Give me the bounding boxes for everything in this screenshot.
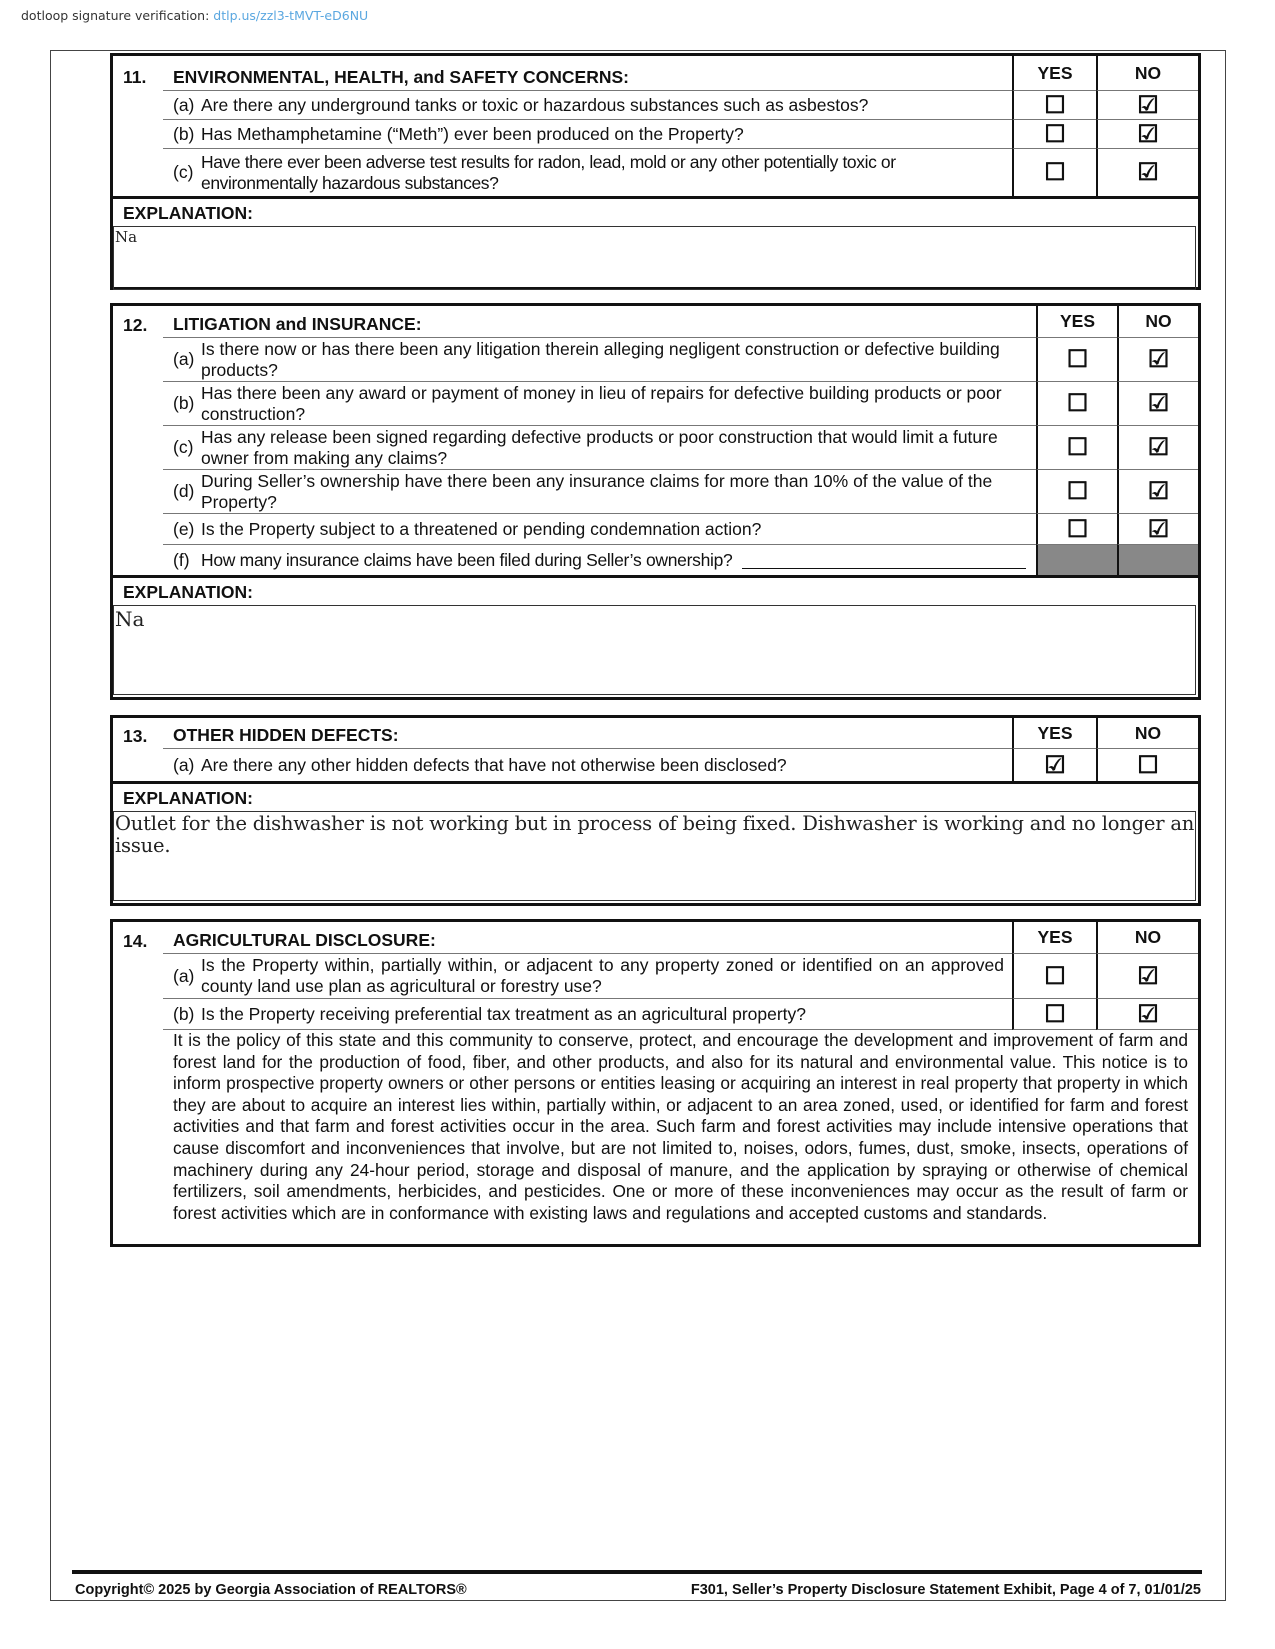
question-row bbox=[113, 999, 1198, 1030]
yes-checkbox[interactable]: ☐ bbox=[1012, 999, 1096, 1030]
no-checkbox[interactable]: ☑ bbox=[1117, 426, 1198, 470]
no-header: NO bbox=[1096, 922, 1198, 954]
question-text: Have there ever been adverse test results for radon, lead, mold or any other potentially toxic or environmentally hazardous substances? bbox=[201, 151, 896, 193]
section-14 bbox=[110, 919, 1201, 1247]
explanation-field[interactable]: Na bbox=[113, 226, 1196, 290]
question-row bbox=[113, 514, 1198, 545]
yes-checkbox[interactable]: ☐ bbox=[1036, 470, 1117, 514]
question-text: Are there any underground tanks or toxic or hazardous substances such as asbestos? bbox=[201, 94, 869, 115]
question-row bbox=[113, 91, 1198, 120]
no-checkbox[interactable]: ☑ bbox=[1117, 338, 1198, 382]
yes-checkbox[interactable]: ☑ bbox=[1012, 749, 1096, 781]
explanation-field[interactable]: Outlet for the dishwasher is not working but in process of being fixed. Dishwasher is working and no longer an issue. bbox=[113, 811, 1196, 901]
item-letter: (f) bbox=[173, 549, 190, 570]
question-text: Has any release been signed regarding defective products or poor construction that would limit a future owner from making any claims? bbox=[201, 426, 998, 468]
item-letter: (b) bbox=[173, 393, 195, 413]
item-letter: (a) bbox=[173, 754, 195, 775]
item-letter: (e) bbox=[173, 518, 195, 539]
section-number: 13. bbox=[123, 726, 148, 746]
explanation-label: EXPLANATION: bbox=[113, 575, 1198, 605]
item-letter: (a) bbox=[173, 349, 195, 369]
yes-header: YES bbox=[1012, 718, 1096, 749]
question-text: How many insurance claims have been filed during Seller’s ownership? bbox=[201, 549, 733, 570]
item-letter: (c) bbox=[173, 437, 194, 457]
section-title: OTHER HIDDEN DEFECTS: bbox=[163, 718, 1012, 749]
yes-checkbox[interactable]: ☐ bbox=[1036, 514, 1117, 545]
explanation-label: EXPLANATION: bbox=[113, 781, 1198, 811]
agricultural-notice: It is the policy of this state and this community to conserve, protect, and encourage the development and improvement of farm and forest land for the production of food, fiber, and other products, and also for its natural and environmental value. This notice is to inform prospective property owners or other persons or entities leasing or acquiring an interest in real property that property in which they are about to acquire an interest lies within, partially within, or adjacent to an area zoned, used, or identified for farm and forest activities and that farm and forest activities occur in the area. Such farm and forest activities may include intensive operations that cause discomfort and inconveniences that involve, but are not limited to, noises, odors, fumes, dust, smoke, insects, operations of machinery during any 24-hour period, storage and disposal of manure, and the application by spraying or otherwise of chemical fertilizers, soil amendments, herbicides, and pesticides. One or more of these inconveniences may occur as the result of farm or forest activities which are in conformance with existing laws and regulations and accepted customs and standards. bbox=[173, 1030, 1188, 1223]
footer-copyright: Copyright© 2025 by Georgia Association of REALTORS® bbox=[75, 1582, 467, 1598]
item-letter: (b) bbox=[173, 123, 195, 144]
question-row bbox=[113, 545, 1198, 575]
no-checkbox[interactable]: ☑ bbox=[1117, 470, 1198, 514]
no-checkbox[interactable]: ☑ bbox=[1117, 382, 1198, 426]
item-letter: (a) bbox=[173, 965, 195, 986]
section-number: 11. bbox=[123, 67, 147, 87]
question-row bbox=[113, 954, 1198, 999]
section-title: LITIGATION and INSURANCE: bbox=[163, 306, 1036, 338]
no-checkbox[interactable]: ☑ bbox=[1096, 999, 1198, 1030]
item-letter: (d) bbox=[173, 481, 195, 501]
yes-checkbox[interactable]: ☐ bbox=[1012, 954, 1096, 999]
footer-divider bbox=[72, 1570, 1202, 1574]
section-number: 14. bbox=[123, 931, 148, 951]
question-row bbox=[113, 120, 1198, 149]
section-13 bbox=[110, 715, 1201, 906]
question-row bbox=[113, 149, 1198, 196]
question-text: Is the Property receiving preferential tax treatment as an agricultural property? bbox=[201, 1003, 807, 1024]
shaded-cell bbox=[1036, 545, 1117, 575]
question-row bbox=[113, 382, 1198, 426]
yes-header: YES bbox=[1012, 56, 1096, 91]
section-11 bbox=[110, 53, 1201, 290]
section-number: 12. bbox=[123, 315, 148, 335]
question-text: Has Methamphetamine (“Meth”) ever been produced on the Property? bbox=[201, 123, 744, 144]
question-row bbox=[113, 426, 1198, 470]
claims-count-field[interactable] bbox=[742, 551, 1026, 569]
question-text: During Seller’s ownership have there been any insurance claims for more than 10% of the value of the Property? bbox=[201, 470, 993, 512]
question-text: Has there been any award or payment of money in lieu of repairs for defective building products or poor construction? bbox=[201, 382, 1002, 424]
no-checkbox[interactable]: ☑ bbox=[1096, 954, 1198, 999]
no-checkbox[interactable]: ☐ bbox=[1096, 749, 1198, 781]
yes-checkbox[interactable]: ☐ bbox=[1012, 149, 1096, 196]
yes-header: YES bbox=[1036, 306, 1117, 338]
no-header: NO bbox=[1096, 56, 1198, 91]
item-letter: (a) bbox=[173, 94, 195, 115]
question-text: Is there now or has there been any litigation therein alleging negligent construction or defective building products? bbox=[201, 338, 1000, 380]
no-checkbox[interactable]: ☑ bbox=[1096, 149, 1198, 196]
item-letter: (b) bbox=[173, 1003, 195, 1024]
section-title: ENVIRONMENTAL, HEALTH, and SAFETY CONCERNS: bbox=[163, 56, 1012, 91]
question-row bbox=[113, 749, 1198, 781]
section-12 bbox=[110, 303, 1201, 700]
no-header: NO bbox=[1096, 718, 1198, 749]
yes-checkbox[interactable]: ☐ bbox=[1036, 426, 1117, 470]
footer-form-info: F301, Seller’s Property Disclosure Statement Exhibit, Page 4 of 7, 01/01/25 bbox=[690, 1582, 1201, 1598]
no-header: NO bbox=[1117, 306, 1198, 338]
verification-label: dotloop signature verification: bbox=[21, 8, 210, 23]
yes-checkbox[interactable]: ☐ bbox=[1036, 382, 1117, 426]
question-text: Is the Property within, partially within, or adjacent to any property zoned or identified on an approved county land use plan as agricultural or forestry use? bbox=[201, 955, 1004, 996]
no-checkbox[interactable]: ☑ bbox=[1117, 514, 1198, 545]
yes-header: YES bbox=[1012, 922, 1096, 954]
question-row bbox=[113, 470, 1198, 514]
no-checkbox[interactable]: ☑ bbox=[1096, 120, 1198, 149]
item-letter: (c) bbox=[173, 162, 194, 182]
yes-checkbox[interactable]: ☐ bbox=[1012, 91, 1096, 120]
question-text: Is the Property subject to a threatened or pending condemnation action? bbox=[201, 518, 762, 539]
section-title: AGRICULTURAL DISCLOSURE: bbox=[163, 922, 1012, 954]
verification-link[interactable]: dtlp.us/zzl3-tMVT-eD6NU bbox=[213, 8, 369, 23]
yes-checkbox[interactable]: ☐ bbox=[1036, 338, 1117, 382]
no-checkbox[interactable]: ☑ bbox=[1096, 91, 1198, 120]
yes-checkbox[interactable]: ☐ bbox=[1012, 120, 1096, 149]
explanation-field[interactable]: Na bbox=[113, 605, 1196, 695]
signature-verification bbox=[21, 8, 368, 23]
shaded-cell bbox=[1117, 545, 1198, 575]
question-text: Are there any other hidden defects that have not otherwise been disclosed? bbox=[201, 754, 787, 775]
explanation-label: EXPLANATION: bbox=[113, 196, 1198, 226]
question-row bbox=[113, 338, 1198, 382]
